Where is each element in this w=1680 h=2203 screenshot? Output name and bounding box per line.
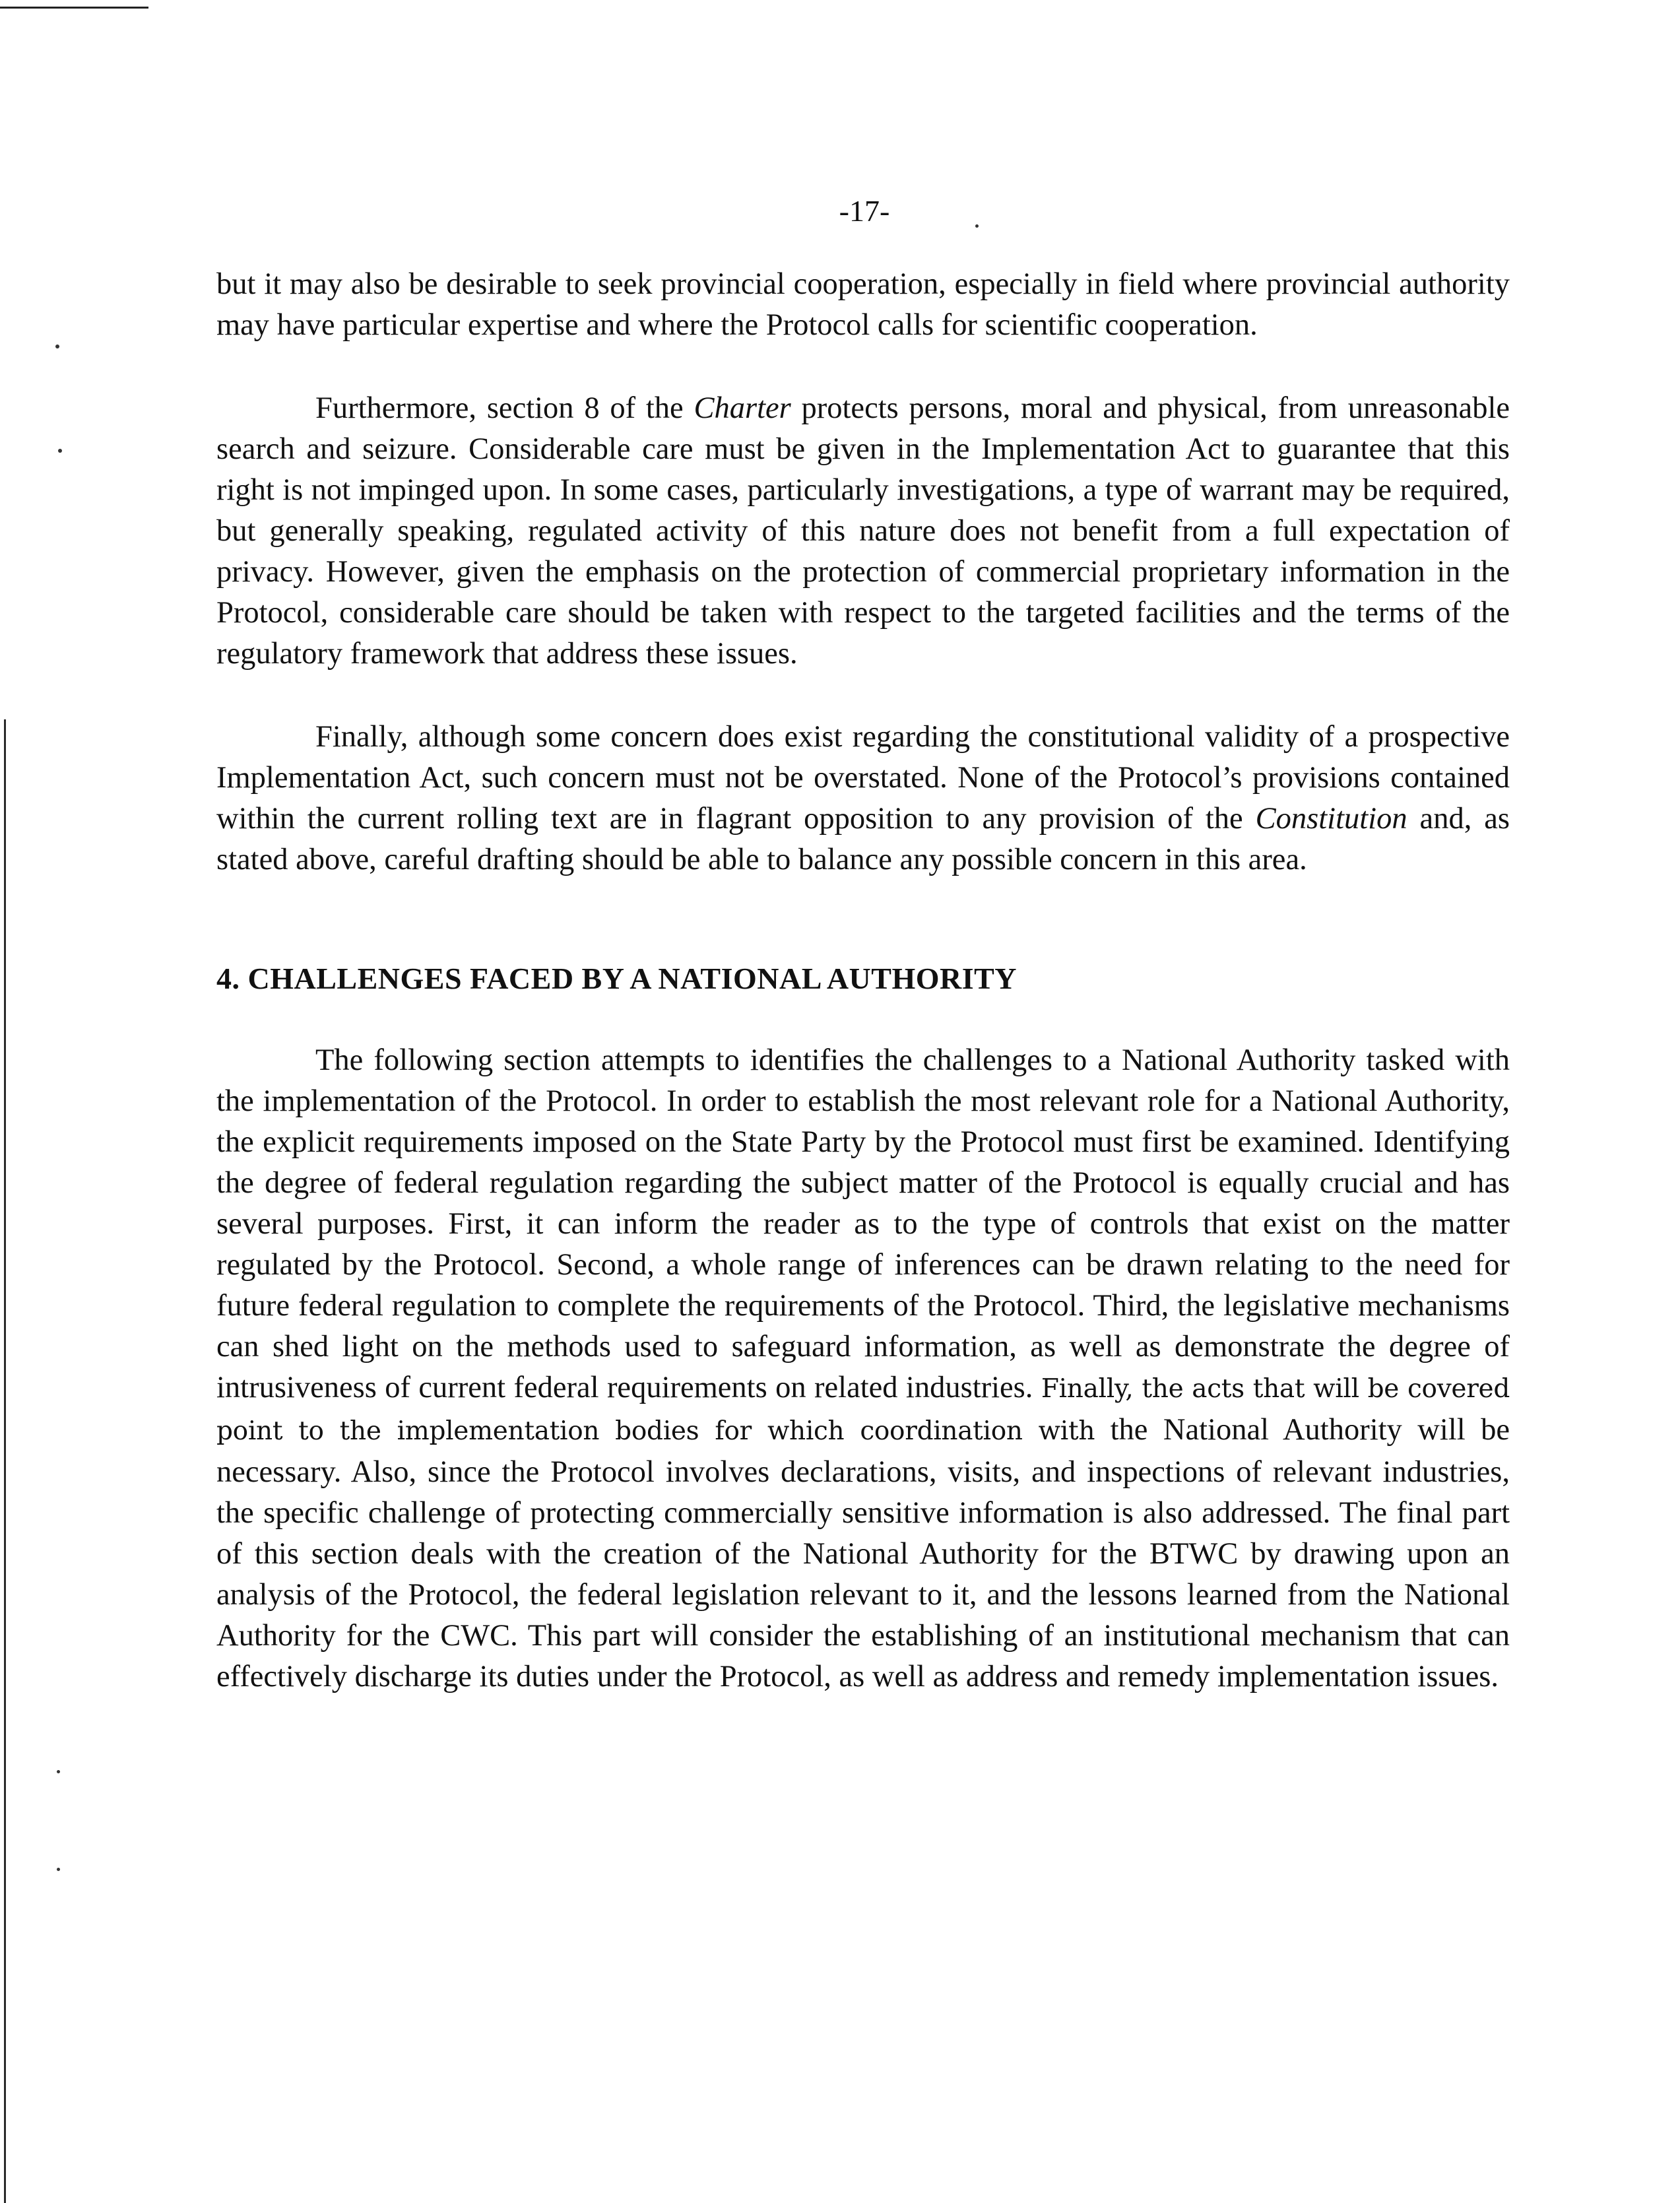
scan-speck: [57, 1770, 60, 1773]
paragraph-text: Finally, although some concern does exist regarding the constitutional validity of a prospective Implementation Act, such concern must not be overstated. None of the Protocol’s provisions contained within the current rolling text are in flagrant opposition to any provision of the: [216, 720, 1510, 836]
body-text: [216, 264, 1510, 1697]
scan-speck: [58, 449, 62, 453]
scan-speck: [57, 1868, 60, 1871]
section-heading: 4. CHALLENGES FACED BY A NATIONAL AUTHORITY: [216, 962, 1018, 995]
top-rule: [0, 7, 148, 9]
paragraph-text: The following section attempts to identifies the challenges to a National Authority tasked with the implementation of the Protocol. In order to establish the most relevant role for a National Authority, the explicit requirements imposed on the State Party by the Protocol must first be examined. Identifying the degree of federal regulation regarding the subject matter of the Protocol is equally crucial and has several purposes. First, it can inform the reader as to the type of controls that exist on the matter regulated by the Protocol. Second, a whole range of inferences can be drawn relating to the need for future federal regulation to complete the requirements of the Protocol. Third, the legislative mechanisms can shed light on the methods used to safeguard information, as well as demonstrate the degree of intrusiveness of current federal requirements on related industries.: [216, 1043, 1510, 1404]
paragraph-text: and, as stated above, careful drafting should be able to balance any possible concern in this area.: [216, 802, 1510, 876]
scan-speck: [975, 224, 979, 228]
paragraph-constitutional-validity: [216, 717, 1510, 880]
paragraph-challenges: [216, 1040, 1510, 1697]
italic-term-charter: Charter: [694, 391, 791, 425]
paragraph-text: protects persons, moral and physical, from unreasonable search and seizure. Considerable care must be given in the Implementation Act to guarantee that this right is not impinged upon. In some cases, particularly investigations, a type of warrant may be required, but generally speaking, regulated activity of this nature does not benefit from a full expectation of privacy. However, given the emphasis on the protection of commercial proprietary information in the Protocol, considerable care should be taken with respect to the targeted facilities and the terms of the regulatory framework that address these issues.: [216, 391, 1510, 671]
paragraph-text-smaller-run: Finally, the acts that will be covered point to the implementation bodies for which coordination with: [216, 1374, 1510, 1446]
paragraph-text: the National Authority will be necessary. Also, since the Protocol involves declarations, visits, and inspections of relevant industries, the specific challenge of protecting commercially sensitive information is also addressed. The final part of this section deals with the creation of the National Authority for the BTWC by drawing upon an analysis of the Protocol, the federal legislation relevant to it, and the lessons learned from the National Authority for the CWC. This part will consider the establishing of an institutional mechanism that can effectively discharge its duties under the Protocol, as well as address and remedy implementation issues.: [216, 1413, 1510, 1693]
scan-speck: [55, 345, 59, 348]
page-number: -17-: [839, 194, 890, 228]
italic-term-constitution: Constitution: [1255, 802, 1407, 836]
scan-edge-line: [4, 719, 6, 2203]
paragraph-text: Furthermore, section 8 of the: [315, 391, 694, 425]
paragraph-continuation: but it may also be desirable to seek provincial cooperation, especially in field where provincial authority may have particular expertise and where the Protocol calls for scientific cooperation.: [216, 267, 1510, 342]
paragraph-charter: [216, 388, 1510, 674]
